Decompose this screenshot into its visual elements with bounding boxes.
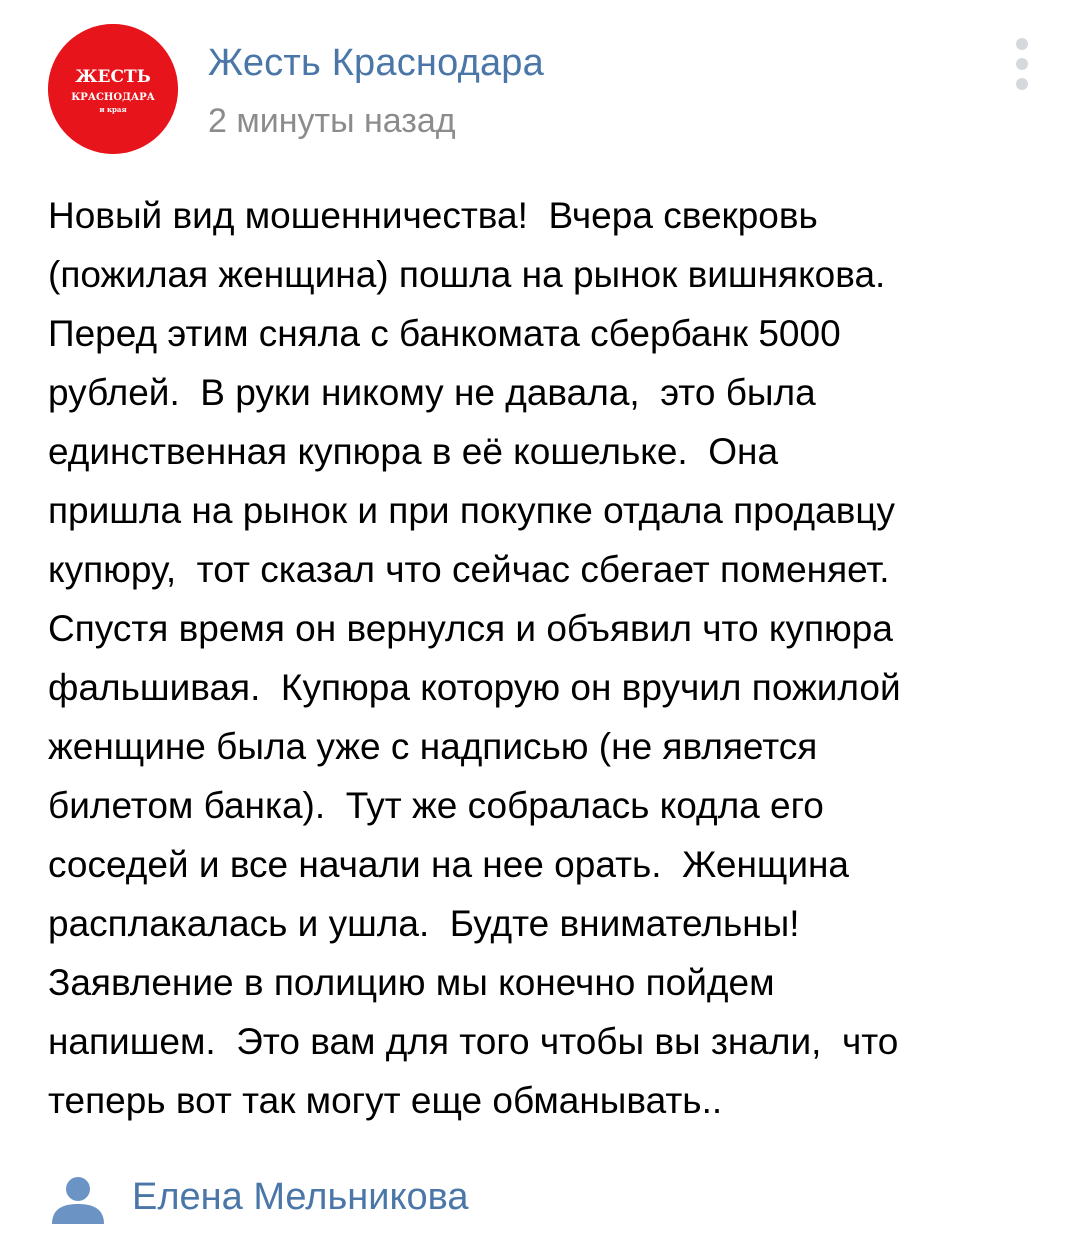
more-dot (1016, 58, 1028, 70)
avatar-line3: и края (99, 105, 127, 114)
post-text-line: фальшивая. Купюра которую он вручил пожилой (48, 667, 901, 708)
post-text-line: расплакалась и ушла. Будте внимательны! (48, 903, 800, 944)
post-text-line: женщине была уже с надписью (не является (48, 726, 818, 767)
post-text-line: купюру, тот сказал что сейчас сбегает поменяет. (48, 549, 890, 590)
post-text-line: Заявление в полицию мы конечно пойдем (48, 962, 775, 1003)
more-dot (1016, 38, 1028, 50)
post-text-line: (пожилая женщина) пошла на рынок вишнякова. (48, 254, 886, 295)
community-avatar[interactable] (48, 24, 178, 154)
avatar-line2: КРАСНОДАРА (71, 92, 155, 103)
avatar-line1: ЖЕСТЬ (75, 67, 151, 87)
post-header (48, 24, 1048, 164)
post-text-line: пришла на рынок и при покупке отдала продавцу (48, 490, 896, 531)
post-time[interactable]: 2 минуты назад (208, 102, 456, 140)
avatar-logo-icon (48, 24, 178, 154)
post-text-line: Перед этим сняла с банкомата сбербанк 5000 (48, 313, 841, 354)
post-text-line: рублей. В руки никому не давала, это была (48, 372, 816, 413)
user-icon (48, 1174, 108, 1226)
post-text-line: Спустя время он вернулся и объявил что купюра (48, 608, 893, 649)
more-dot (1016, 78, 1028, 90)
post-text-line: теперь вот так могут еще обманывать.. (48, 1080, 723, 1121)
post-text (48, 186, 1038, 1130)
author-name[interactable]: Жесть Краснодара (208, 42, 544, 84)
post-text-line: напишем. Это вам для того чтобы вы знали, что (48, 1021, 899, 1062)
post-text-line: единственная купюра в её кошельке. Она (48, 431, 779, 472)
post-signer[interactable] (48, 1170, 948, 1230)
post-text-line: соседей и все начали на нее орать. Женщина (48, 844, 849, 885)
post-text-line: Новый вид мошенничества! Вчера свекровь (48, 195, 818, 236)
more-vertical-icon[interactable] (1012, 38, 1032, 94)
post-text-line: билетом банка). Тут же собралась кодла его (48, 785, 824, 826)
signer-name[interactable]: Елена Мельникова (132, 1176, 469, 1218)
